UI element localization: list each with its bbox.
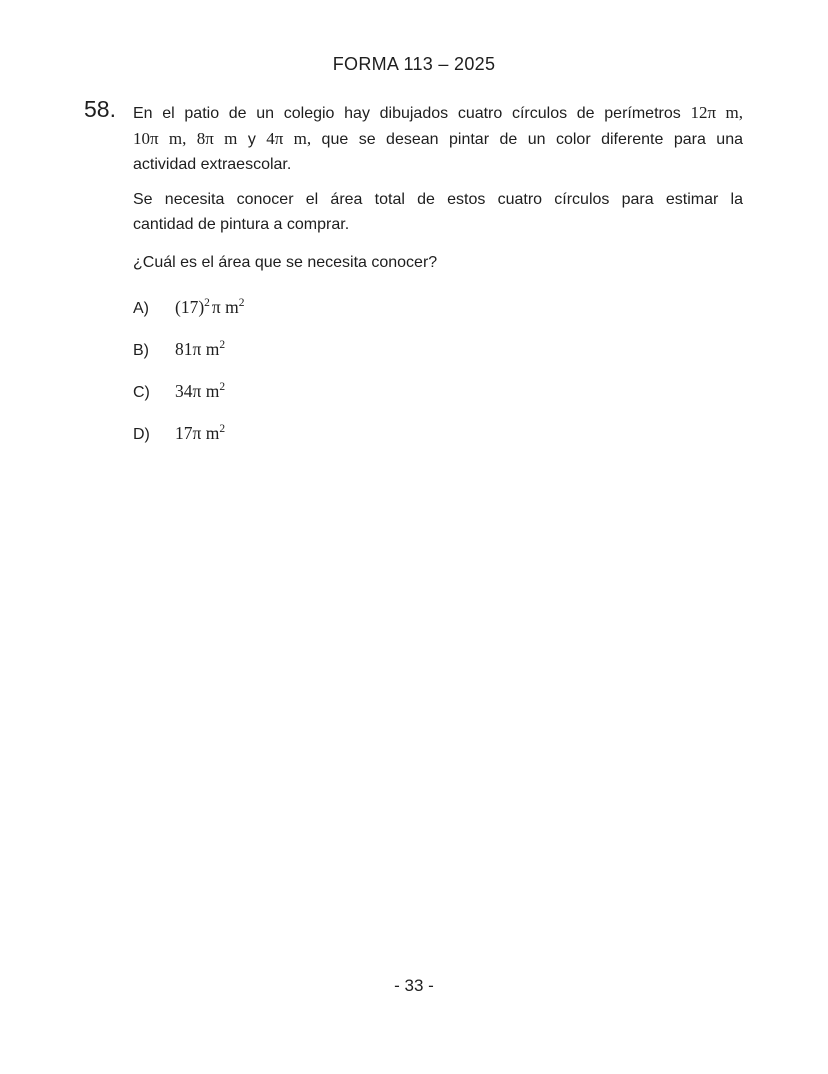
math-perimeter-10pi: 10π m, bbox=[133, 129, 187, 148]
option-b bbox=[133, 337, 743, 365]
page-header-title: FORMA 113 – 2025 bbox=[332, 54, 496, 74]
question-number: 58. bbox=[84, 96, 116, 122]
formula-exponent: 2 bbox=[204, 297, 210, 309]
formula-unit-exponent: 2 bbox=[219, 423, 226, 435]
option-b-letter: B) bbox=[133, 342, 149, 359]
statement-line-3: actividad extraescolar. bbox=[133, 156, 292, 173]
formula-unit-exponent: 2 bbox=[219, 339, 226, 351]
formula-base: 34π m bbox=[175, 381, 220, 401]
formula-unit-exponent: 2 bbox=[238, 297, 245, 309]
option-c bbox=[133, 379, 743, 407]
statement-text: En el patio de un colegio hay dibujados cuatro círculos de perímetros bbox=[133, 105, 681, 122]
option-d bbox=[133, 421, 743, 449]
option-b-formula bbox=[175, 337, 225, 365]
statement-line-2 bbox=[133, 126, 743, 152]
statement-text: que se desean pintar de un color diferente para una bbox=[321, 131, 743, 148]
answer-options bbox=[133, 295, 743, 449]
option-a bbox=[133, 295, 743, 323]
statement-line-1 bbox=[133, 100, 743, 126]
option-d-letter: D) bbox=[133, 426, 150, 443]
formula-unit-exponent: 2 bbox=[219, 381, 226, 393]
math-perimeter-8pi: 8π m bbox=[196, 129, 238, 148]
context-line-1: Se necesita conocer el área total de estos cuatro círculos para estimar la bbox=[133, 191, 743, 208]
formula-base: 17π m bbox=[175, 423, 220, 443]
statement-conjunction: y bbox=[247, 131, 256, 148]
question-prompt: ¿Cuál es el área que se necesita conocer? bbox=[133, 254, 438, 271]
page-number: - 33 - bbox=[394, 976, 434, 995]
option-c-formula bbox=[175, 379, 225, 407]
formula-base: 81π m bbox=[175, 339, 220, 359]
formula-base: (17) bbox=[175, 297, 205, 317]
formula-unit: π m bbox=[211, 297, 239, 317]
question-block bbox=[133, 100, 743, 449]
option-c-letter: C) bbox=[133, 384, 150, 401]
question-context bbox=[133, 187, 743, 237]
option-d-formula bbox=[175, 421, 225, 449]
option-a-formula bbox=[175, 295, 244, 323]
option-a-letter: A) bbox=[133, 300, 149, 317]
context-line-2: cantidad de pintura a comprar. bbox=[133, 216, 350, 233]
math-perimeter-12pi: 12π m, bbox=[690, 103, 744, 122]
math-perimeter-4pi: 4π m, bbox=[266, 129, 312, 148]
question-statement bbox=[133, 100, 743, 177]
